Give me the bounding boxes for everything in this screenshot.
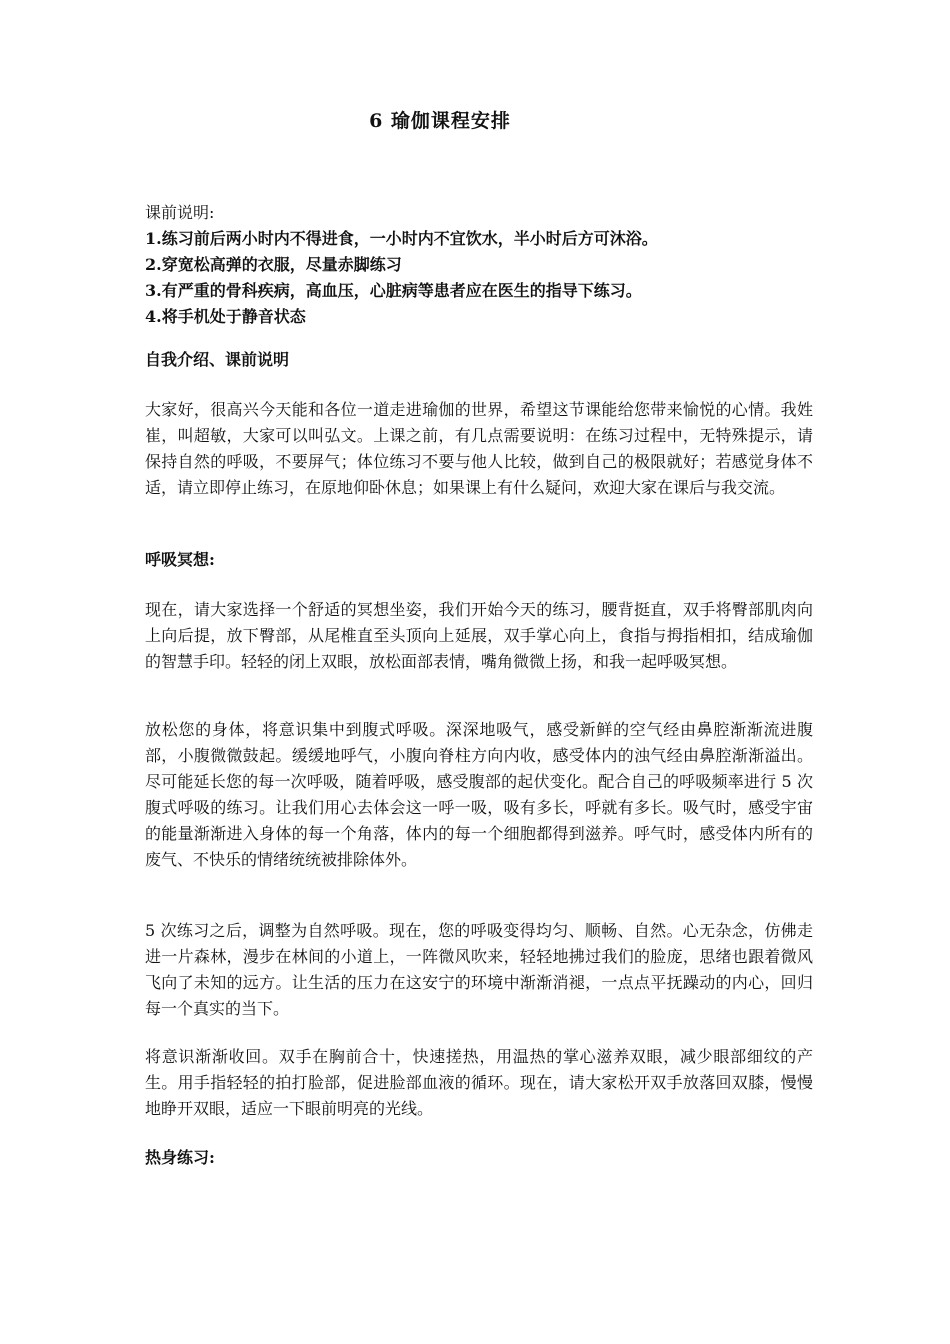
intro-heading: 自我介绍、课前说明 [145,350,290,369]
rule-item: 1.练习前后两小时内不得进食，一小时内不宜饮水，半小时后方可沐浴。 [145,229,658,248]
warmup-heading: 热身练习: [145,1148,215,1167]
rule-item: 2.穿宽松高弹的衣服，尽量赤脚练习 [145,255,402,274]
meditation-paragraph-1: 现在，请大家选择一个舒适的冥想坐姿，我们开始今天的练习，腰背挺直，双手将臀部肌肉向上向后提，放下臀部，从尾椎直至头顶向上延展，双手掌心向上，食指与拇指相扣，结成瑜伽的智慧手印。轻轻的闭上双眼，放松面部表情，嘴角微微上扬，和我一起呼吸冥想。 [145,600,813,671]
rule-item: 4.将手机处于静音状态 [145,307,306,326]
pre-class-heading: 课前说明: [145,203,215,222]
pre-class-rules [145,226,813,330]
page-title: 6 瑜伽课程安排 [369,110,511,132]
meditation-paragraph-4: 将意识渐渐收回。双手在胸前合十，快速搓热，用温热的掌心滋养双眼，减少眼部细纹的产生。用手指轻轻的拍打脸部，促进脸部血液的循环。现在，请大家松开双手放落回双膝，慢慢地睁开双眼，适应一下眼前明亮的光线。 [145,1047,813,1118]
meditation-paragraph-2: 放松您的身体，将意识集中到腹式呼吸。深深地吸气，感受新鲜的空气经由鼻腔渐渐流进腹部，小腹微微鼓起。缓缓地呼气，小腹向脊柱方向内收，感受体内的浊气经由鼻腔渐渐溢出。尽可能延长您的每一次呼吸，随着呼吸，感受腹部的起伏变化。配合自己的呼吸频率进行 5 次腹式呼吸的练习。让我们用心去体会这一呼一吸，吸有多长，呼就有多长。吸气时，感受宇宙的能量渐渐进入身体的每一个角落，体内的每一个细胞都得到滋养。呼气时，感受体内所有的废气、不快乐的情绪统统被排除体外。 [145,720,813,869]
meditation-paragraph-3: 5 次练习之后，调整为自然呼吸。现在，您的呼吸变得均匀、顺畅、自然。心无杂念，仿佛走进一片森林，漫步在林间的小道上，一阵微风吹来，轻轻地拂过我们的脸庞，思绪也跟着微风飞向了未知的远方。让生活的压力在这安宁的环境中渐渐消褪，一点点平抚躁动的内心，回归每一个真实的当下。 [145,921,813,1018]
meditation-heading: 呼吸冥想: [145,550,215,569]
rule-item: 3.有严重的骨科疾病，高血压，心脏病等患者应在医生的指导下练习。 [145,281,642,300]
intro-paragraph: 大家好，很高兴今天能和各位一道走进瑜伽的世界，希望这节课能给您带来愉悦的心情。我姓崔，叫超敏，大家可以叫弘文。上课之前，有几点需要说明：在练习过程中，无特殊提示，请保持自然的呼吸，不要屏气；体位练习不要与他人比较，做到自己的极限就好；若感觉身体不适，请立即停止练习，在原地仰卧休息；如果课上有什么疑问，欢迎大家在课后与我交流。 [145,400,813,497]
